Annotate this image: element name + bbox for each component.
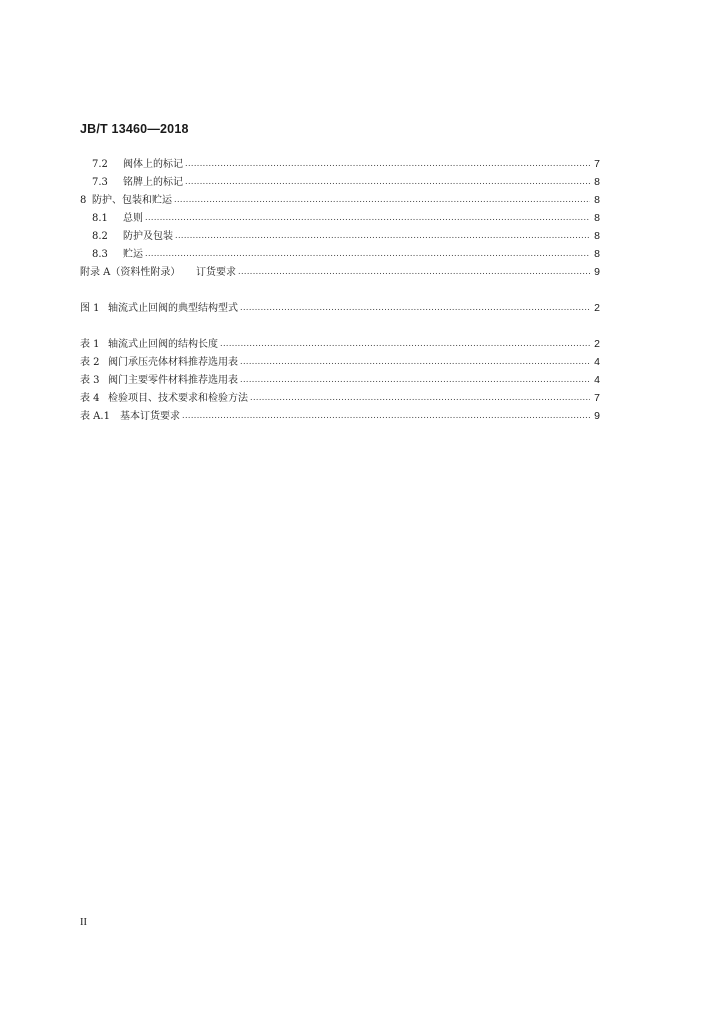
toc-entry-table-2[interactable] <box>80 353 600 371</box>
toc-entry-number: 图 1 <box>80 303 100 314</box>
toc-entry-8-3[interactable] <box>80 245 600 263</box>
toc-entry-page: 8 <box>594 248 600 260</box>
toc-entry-page: 8 <box>594 212 600 224</box>
toc-entry-number: 8.2 <box>92 231 108 242</box>
toc-entry-number: 表 4 <box>80 393 100 404</box>
toc-entry-title: 阀门主要零件材料推荐选用表 <box>108 375 238 386</box>
toc-entry-number: 表 A.1 <box>80 411 110 422</box>
toc-entry-number: 表 3 <box>80 375 100 386</box>
toc-entry-number: 8.3 <box>92 249 108 260</box>
toc-entry-page: 8 <box>594 230 600 242</box>
toc-leader-dots <box>240 299 590 317</box>
toc-entry-table-3[interactable] <box>80 371 600 389</box>
toc-leader-dots <box>185 155 590 173</box>
toc-entry-page: 2 <box>594 338 600 350</box>
toc-entry-page: 4 <box>594 374 600 386</box>
toc-entry-number: 表 1 <box>80 339 100 350</box>
toc-entry-figure-1[interactable] <box>80 299 600 317</box>
toc-entry-title: 订货要求 <box>196 267 236 278</box>
toc-entry-page: 7 <box>594 392 600 404</box>
toc-entry-page: 7 <box>594 158 600 170</box>
toc-leader-dots <box>182 407 590 425</box>
toc-entry-title: 铭牌上的标记 <box>123 177 183 188</box>
toc-entry-title: 基本订货要求 <box>120 411 180 422</box>
toc-entry-number: 附录 A（资料性附录） <box>80 267 181 278</box>
toc-entry-8-2[interactable] <box>80 227 600 245</box>
toc-entry-title: 防护及包装 <box>123 231 173 242</box>
toc-entry-table-1[interactable] <box>80 335 600 353</box>
toc-leader-dots <box>145 245 590 263</box>
toc-entry-title: 阀门承压壳体材料推荐选用表 <box>108 357 238 368</box>
toc-leader-dots <box>240 371 590 389</box>
toc-leader-dots <box>250 389 590 407</box>
toc-entry-table-4[interactable] <box>80 389 600 407</box>
toc-entry-page: 8 <box>594 176 600 188</box>
toc-entry-appendix-a[interactable] <box>80 263 600 281</box>
toc-leader-dots <box>240 353 590 371</box>
toc-entry-page: 2 <box>594 302 600 314</box>
table-of-contents <box>80 155 600 425</box>
toc-entry-title: 总则 <box>123 213 143 224</box>
toc-entry-number: 8.1 <box>92 213 108 224</box>
toc-leader-dots <box>220 335 590 353</box>
toc-entry-title: 防护、包装和贮运 <box>92 195 172 206</box>
toc-leader-dots <box>175 227 590 245</box>
toc-entry-page: 8 <box>594 194 600 206</box>
toc-entry-title: 贮运 <box>123 249 143 260</box>
toc-entry-7-2[interactable] <box>80 155 600 173</box>
toc-entry-page: 9 <box>594 266 600 278</box>
toc-entry-number: 8 <box>80 195 87 206</box>
toc-entry-7-3[interactable] <box>80 173 600 191</box>
page-number: II <box>80 917 87 928</box>
toc-entry-page: 9 <box>594 410 600 422</box>
toc-leader-dots <box>238 263 590 281</box>
toc-entry-8[interactable] <box>80 191 600 209</box>
toc-entry-number: 7.3 <box>92 177 108 188</box>
toc-entry-title: 轴流式止回阀的典型结构型式 <box>108 303 238 314</box>
toc-leader-dots <box>174 191 590 209</box>
toc-entry-8-1[interactable] <box>80 209 600 227</box>
toc-entry-title: 阀体上的标记 <box>123 159 183 170</box>
toc-entry-title: 检验项目、技术要求和检验方法 <box>108 393 248 404</box>
toc-entry-page: 4 <box>594 356 600 368</box>
toc-leader-dots <box>145 209 590 227</box>
toc-entry-title: 轴流式止回阀的结构长度 <box>108 339 218 350</box>
toc-entry-table-a1[interactable] <box>80 407 600 425</box>
toc-leader-dots <box>185 173 590 191</box>
toc-entry-number: 表 2 <box>80 357 100 368</box>
document-id-header: JB/T 13460—2018 <box>80 122 189 136</box>
toc-entry-number: 7.2 <box>92 159 108 170</box>
